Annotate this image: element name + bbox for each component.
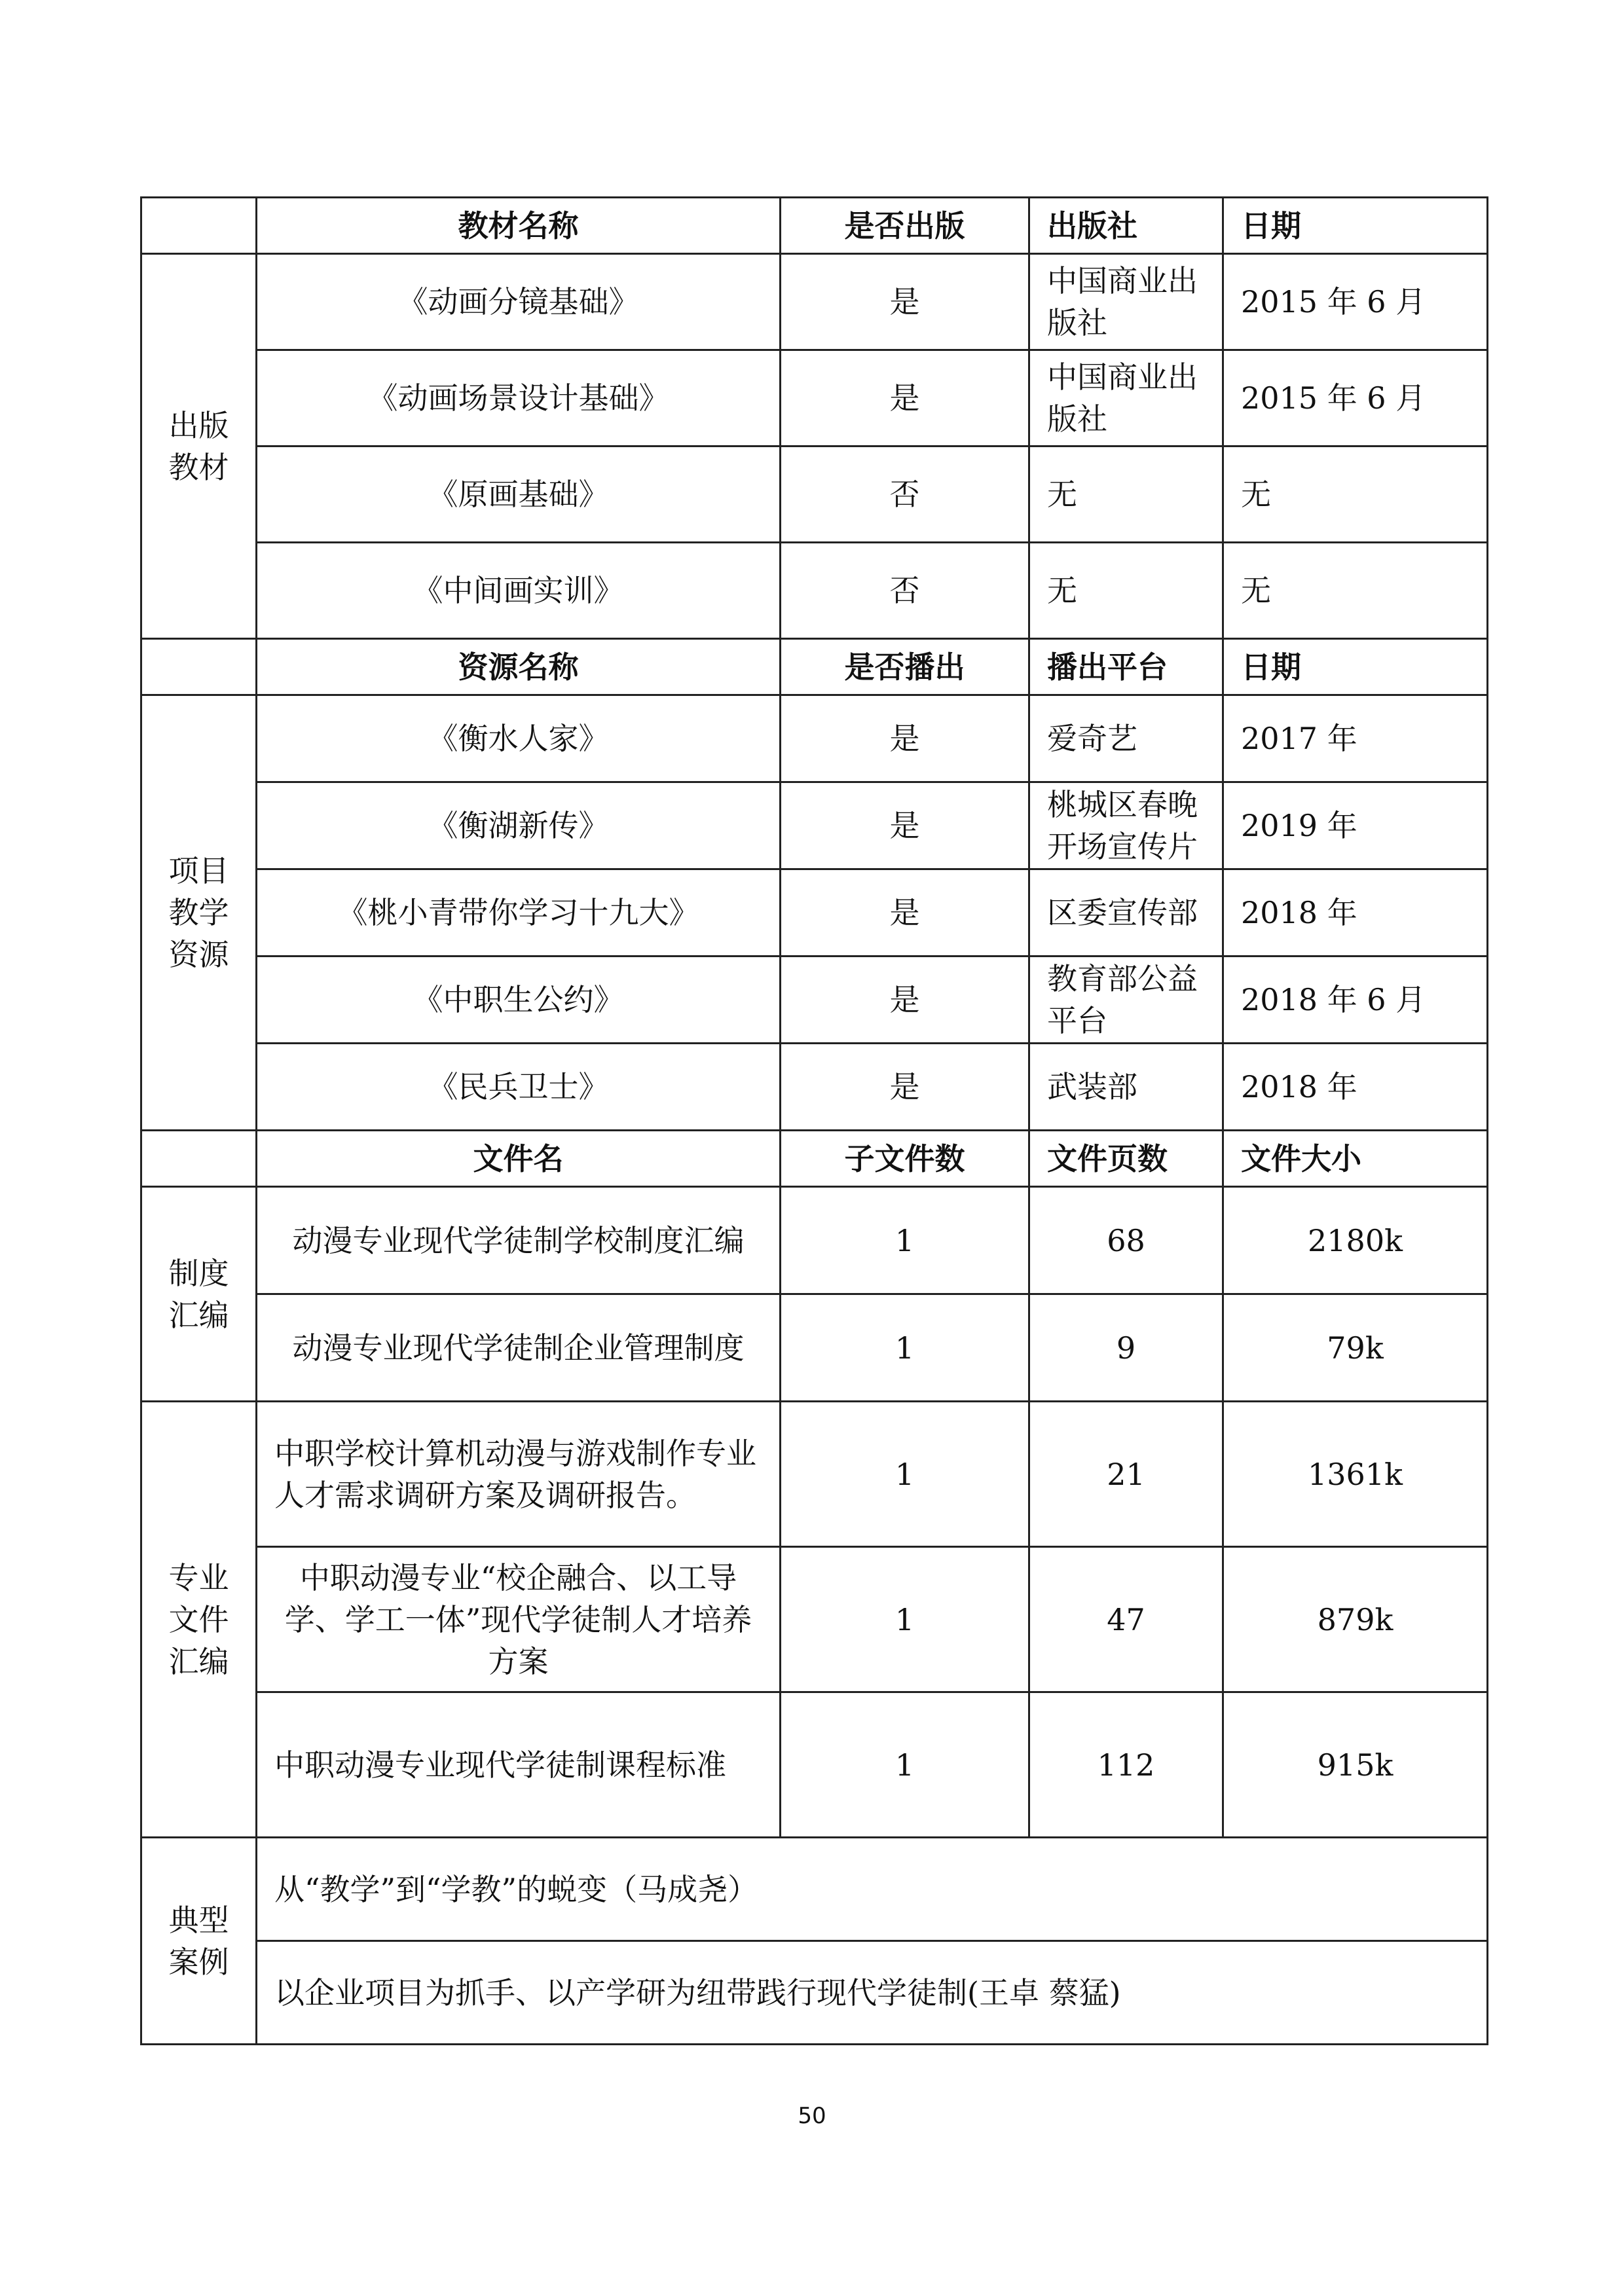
table-cell: 21	[1029, 1402, 1223, 1547]
table-row	[141, 1692, 1488, 1838]
table-cell: 2017 年	[1223, 695, 1488, 782]
header-cell: 日期	[1223, 639, 1488, 695]
table-cell: 68	[1029, 1187, 1223, 1294]
table-cell: 是	[781, 254, 1029, 350]
table-row	[141, 350, 1488, 446]
header-cell: 教材名称	[257, 198, 781, 254]
table-cell: 2018 年	[1223, 1044, 1488, 1131]
table-cell: 是	[781, 695, 1029, 782]
table-cell: 武装部	[1029, 1044, 1223, 1131]
table-cell: 是	[781, 957, 1029, 1044]
table-cell: 是	[781, 782, 1029, 869]
table-row	[141, 1187, 1488, 1294]
page-number: 50	[798, 2103, 826, 2129]
table-cell: 《衡水人家》	[257, 695, 781, 782]
resource-table	[140, 196, 1488, 2045]
table-cell: 无	[1223, 543, 1488, 639]
table-row	[141, 1294, 1488, 1402]
header-cell: 文件大小	[1223, 1131, 1488, 1187]
header-cell: 是否播出	[781, 639, 1029, 695]
header-cell: 文件名	[257, 1131, 781, 1187]
table-cell: 9	[1029, 1294, 1223, 1402]
table-cell: 2018 年 6 月	[1223, 957, 1488, 1044]
table-cell: 112	[1029, 1692, 1223, 1838]
table-cell: 无	[1029, 543, 1223, 639]
table-cell: 2015 年 6 月	[1223, 254, 1488, 350]
header-blank-cell	[141, 198, 257, 254]
table-row	[141, 695, 1488, 782]
table-cell: 《民兵卫士》	[257, 1044, 781, 1131]
table-cell: 《中职生公约》	[257, 957, 781, 1044]
table-cell: 中职动漫专业“校企融合、以工导学、学工一体”现代学徒制人才培养方案	[257, 1547, 781, 1692]
table-cell: 《动画场景设计基础》	[257, 350, 781, 446]
table-cell: 无	[1029, 446, 1223, 543]
table-cell: 1	[781, 1187, 1029, 1294]
table-row	[141, 869, 1488, 957]
table-row	[141, 957, 1488, 1044]
files-header-row	[141, 1131, 1488, 1187]
textbooks-header-row	[141, 198, 1488, 254]
header-blank-cell	[141, 1131, 257, 1187]
table-cell: 区委宣传部	[1029, 869, 1223, 957]
table-cell: 1361k	[1223, 1402, 1488, 1547]
table-cell: 79k	[1223, 1294, 1488, 1402]
category-cell-resources: 项目教学资源	[141, 695, 257, 1131]
table-cell: 否	[781, 446, 1029, 543]
table-cell: 中国商业出版社	[1029, 350, 1223, 446]
resources-header-row	[141, 639, 1488, 695]
table-row	[141, 1941, 1488, 2045]
table-cell: 否	[781, 543, 1029, 639]
table-cell: 1	[781, 1692, 1029, 1838]
table-cell: 动漫专业现代学徒制企业管理制度	[257, 1294, 781, 1402]
header-cell: 文件页数	[1029, 1131, 1223, 1187]
table-cell: 《中间画实训》	[257, 543, 781, 639]
table-cell: 《桃小青带你学习十九大》	[257, 869, 781, 957]
table-cell: 2018 年	[1223, 869, 1488, 957]
table-row	[141, 446, 1488, 543]
table-cell: 无	[1223, 446, 1488, 543]
header-cell: 资源名称	[257, 639, 781, 695]
table-cell: 879k	[1223, 1547, 1488, 1692]
table-cell: 教育部公益平台	[1029, 957, 1223, 1044]
table-cell: 《动画分镜基础》	[257, 254, 781, 350]
table-row	[141, 782, 1488, 869]
table-cell: 915k	[1223, 1692, 1488, 1838]
table-row	[141, 1402, 1488, 1547]
header-cell: 日期	[1223, 198, 1488, 254]
table-cell: 中职动漫专业现代学徒制课程标准	[257, 1692, 781, 1838]
case-cell: 以企业项目为抓手、以产学研为纽带践行现代学徒制(王卓 蔡猛)	[257, 1941, 1488, 2045]
table-cell: 2015 年 6 月	[1223, 350, 1488, 446]
table-cell: 中职学校计算机动漫与游戏制作专业人才需求调研方案及调研报告。	[257, 1402, 781, 1547]
header-cell: 子文件数	[781, 1131, 1029, 1187]
header-cell: 出版社	[1029, 198, 1223, 254]
category-cell-regulations: 制度汇编	[141, 1187, 257, 1402]
table-cell: 桃城区春晚开场宣传片	[1029, 782, 1223, 869]
table-cell: 动漫专业现代学徒制学校制度汇编	[257, 1187, 781, 1294]
table-cell: 1	[781, 1294, 1029, 1402]
table-row	[141, 1547, 1488, 1692]
table-cell: 2180k	[1223, 1187, 1488, 1294]
header-cell: 播出平台	[1029, 639, 1223, 695]
category-cell-textbooks: 出版教材	[141, 254, 257, 639]
table-cell: 《原画基础》	[257, 446, 781, 543]
table-cell: 是	[781, 1044, 1029, 1131]
table-cell: 47	[1029, 1547, 1223, 1692]
table-cell: 1	[781, 1402, 1029, 1547]
category-cell-cases: 典型案例	[141, 1838, 257, 2045]
header-blank-cell	[141, 639, 257, 695]
table-row	[141, 1838, 1488, 1941]
table-row	[141, 1044, 1488, 1131]
table-cell: 爱奇艺	[1029, 695, 1223, 782]
case-cell: 从“教学”到“学教”的蜕变（马成尧）	[257, 1838, 1488, 1941]
table-cell: 1	[781, 1547, 1029, 1692]
header-cell: 是否出版	[781, 198, 1029, 254]
category-cell-professional-files: 专业文件汇编	[141, 1402, 257, 1838]
table-cell: 《衡湖新传》	[257, 782, 781, 869]
table-row	[141, 254, 1488, 350]
table-cell: 是	[781, 869, 1029, 957]
table-cell: 2019 年	[1223, 782, 1488, 869]
table-row	[141, 543, 1488, 639]
table-cell: 中国商业出版社	[1029, 254, 1223, 350]
table-cell: 是	[781, 350, 1029, 446]
